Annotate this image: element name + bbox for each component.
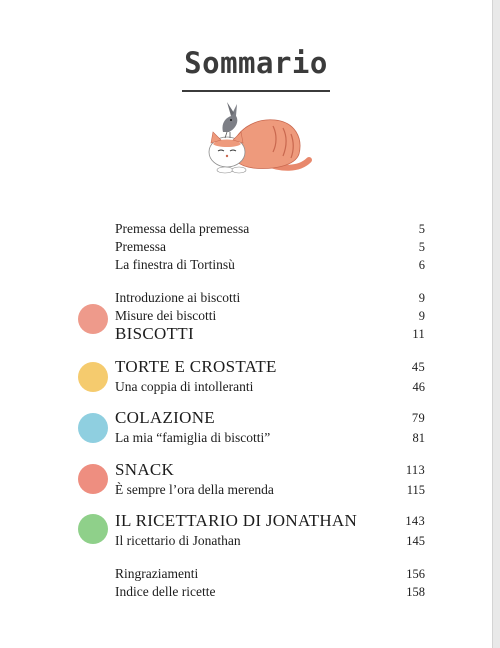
toc-section-page: 113 bbox=[405, 463, 425, 477]
toc-entry[interactable] bbox=[115, 583, 425, 601]
toc-section-heading[interactable] bbox=[115, 407, 425, 429]
toc-entry-label: Introduzione ai biscotti bbox=[115, 290, 241, 305]
toc-entry[interactable] bbox=[115, 220, 425, 238]
toc-section-page: 79 bbox=[411, 411, 425, 425]
toc-entry[interactable] bbox=[115, 481, 425, 499]
toc-section-page: 11 bbox=[412, 327, 425, 341]
toc-section-label: COLAZIONE bbox=[115, 408, 215, 427]
toc-section-heading[interactable] bbox=[115, 356, 425, 378]
toc-entry-label: Misure dei biscotti bbox=[115, 308, 217, 323]
toc-entry-page: 81 bbox=[412, 431, 425, 445]
toc-section-heading[interactable] bbox=[115, 459, 425, 481]
page-edge bbox=[492, 0, 500, 648]
toc-entry-label: La mia “famiglia di biscotti” bbox=[115, 430, 271, 445]
toc-section-label: SNACK bbox=[115, 460, 175, 479]
section-dot-torte-e-crostate bbox=[78, 362, 108, 392]
toc-entry[interactable] bbox=[115, 532, 425, 550]
toc-entry[interactable] bbox=[115, 378, 425, 396]
toc-entry-page: 46 bbox=[412, 380, 425, 394]
toc-entry-page: 9 bbox=[418, 309, 425, 323]
toc-entry-page: 5 bbox=[418, 222, 425, 236]
toc-entry-label: Il ricettario di Jonathan bbox=[115, 533, 241, 548]
toc-entry-label: Ringraziamenti bbox=[115, 566, 199, 581]
toc-section-heading[interactable] bbox=[115, 510, 425, 532]
toc-entry-label: Indice delle ricette bbox=[115, 584, 216, 599]
toc-section-label: BISCOTTI bbox=[115, 324, 194, 343]
section-dot-ricettario bbox=[78, 514, 108, 544]
toc-entry[interactable] bbox=[115, 429, 425, 447]
toc-entry-page: 5 bbox=[418, 240, 425, 254]
section-dot-biscotti bbox=[78, 304, 108, 334]
toc-section-page: 45 bbox=[411, 360, 425, 374]
page-title: Sommario bbox=[184, 46, 328, 80]
toc-entry-page: 158 bbox=[406, 585, 425, 599]
toc-entry-page: 145 bbox=[406, 534, 425, 548]
toc-entry-page: 6 bbox=[418, 258, 425, 272]
toc-entry-page: 9 bbox=[418, 291, 425, 305]
toc-entry[interactable] bbox=[115, 238, 425, 256]
toc-entry-label: La finestra di Tortinsù bbox=[115, 257, 235, 272]
toc-entry-label: Premessa della premessa bbox=[115, 221, 250, 236]
toc-entry-label: È sempre l’ora della merenda bbox=[115, 482, 274, 497]
section-dot-snack bbox=[78, 464, 108, 494]
toc-section-label: IL RICETTARIO DI JONATHAN bbox=[115, 511, 358, 530]
toc-entry[interactable] bbox=[115, 289, 425, 307]
section-dot-colazione bbox=[78, 413, 108, 443]
toc-section-page: 143 bbox=[405, 514, 425, 528]
toc-section-heading[interactable] bbox=[115, 323, 425, 345]
toc-section-label: TORTE E CROSTATE bbox=[115, 357, 277, 376]
toc-entry[interactable] bbox=[115, 565, 425, 583]
toc-entry-page: 156 bbox=[406, 567, 425, 581]
toc-entry-label: Premessa bbox=[115, 239, 166, 254]
toc-entry-label: Una coppia di intolleranti bbox=[115, 379, 254, 394]
toc-entry[interactable] bbox=[115, 256, 425, 274]
toc-entry-page: 115 bbox=[406, 483, 425, 497]
